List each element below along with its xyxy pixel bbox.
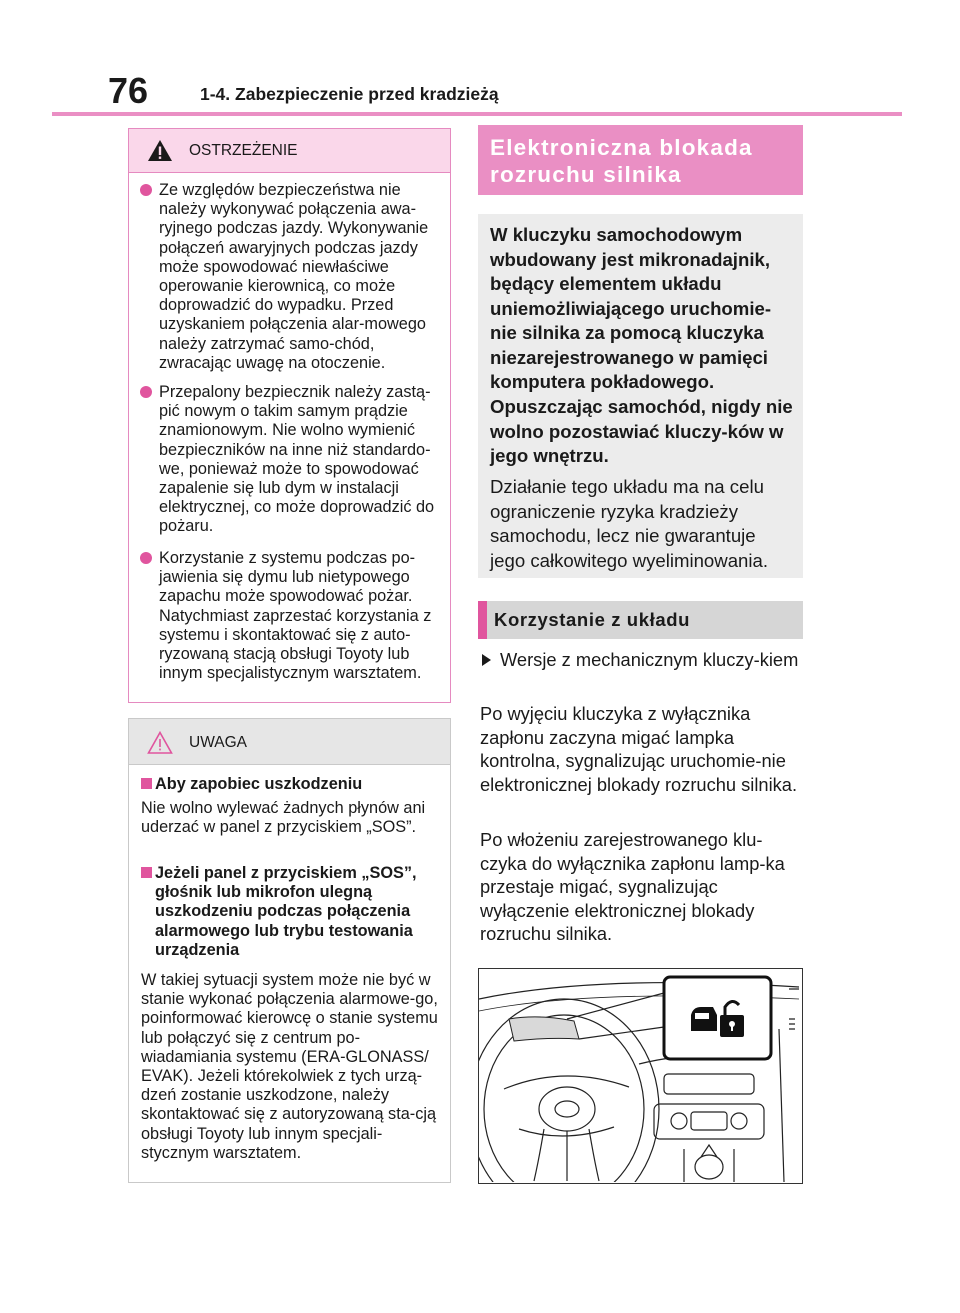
caution-box (128, 718, 451, 1183)
section-title: 1-4. Zabezpieczenie przed kradzieżą (200, 84, 499, 104)
caution-header (129, 719, 450, 765)
caution-text: Nie wolno wylewać żadnych płynów ani uderzać w panel z przyciskiem „SOS”. (141, 799, 426, 837)
bullet-icon (140, 386, 152, 398)
warning-title: OSTRZEŻENIE (189, 142, 298, 159)
warning-triangle-icon (147, 139, 173, 162)
caution-heading: Aby zapobiec uszkodzeniu (141, 775, 447, 794)
dashboard-drawing (479, 969, 801, 1182)
caution-title: UWAGA (189, 734, 247, 751)
caution-triangle-icon (147, 731, 173, 754)
usage-paragraph: Po wyjęciu kluczyka z wyłącznika zapłonu zaczyna migać lampka kontrolna, sygnalizując uruchomie-nie elektronicznej blokady rozruchu silnika. (480, 703, 798, 795)
caution-heading: Jeżeli panel z przyciskiem „SOS”, głośnik lub mikrofon ulegną uszkodzeniu podczas połączenia alarmowego lub trybu testowania urządzenia (141, 864, 447, 960)
warning-item: Ze względów bezpieczeństwa nie należy wykonywać połączenia awa-ryjnego podczas jazdy. Wykonywanie połączeń awaryjnych podczas jazdy może spowodować niewłaściwe operowanie kierownicą, co może doprowadzić do wypadku. Przed uzyskaniem połączenia alar-mowego należy zatrzymać samo-chód, zwracając uwagę na otoczenie. (141, 181, 447, 373)
bullet-icon (140, 184, 152, 196)
arrow-right-icon (482, 654, 491, 666)
square-bullet-icon (141, 867, 152, 878)
usage-paragraph: Po włożeniu zarejestrowanego klu-czyka do wyłącznika zapłonu lamp-ka przestaje migać, sygnalizując wyłączenie elektronicznej blokady rozruchu silnika. (480, 829, 785, 944)
intro-bold-paragraph: W kluczyku samochodowym wbudowany jest mikronadajnik, będący elementem układu uniemożliwiającego uruchomie-nie silnika za pomocą kluczyka niezarejestrowanego w pamięci komputera pokładowego. (490, 224, 772, 392)
subsection-banner (478, 601, 803, 639)
page-number: 76 (108, 70, 149, 111)
bullet-icon (140, 552, 152, 564)
intro-bold-paragraph: Opuszczając samochód, nigdy nie wolno pozostawiać kluczy-ków w jego wnętrzu. (490, 396, 793, 466)
section-banner (478, 125, 803, 195)
header-rule (52, 112, 902, 116)
square-bullet-icon (141, 778, 152, 789)
warning-item: Korzystanie z systemu podczas po-jawienia się dymu lub nietypowego zapachu może spowodować pożar. Natychmiast zaprzestać korzystania z systemu i skontaktować się z auto-ryzowaną stacją obsługi Toyoty lub innym specjalistycznym warsztatem. (141, 549, 447, 683)
warning-box (128, 128, 451, 703)
warning-header (129, 129, 450, 173)
subsection-heading: Korzystanie z układu (494, 609, 691, 630)
caution-text: W takiej sytuacji system może nie być w stanie wykonać połączenia alarmowe-go, poinformować kierowcę o stanie systemu lub połączyć się z centrum po-wiadamiania systemu (ERA-GLONASS/ EVAK). Jeżeli którekolwiek z tych urzą-dzeń zostanie uszkodzone, należy skontaktować się z autoryzowaną sta-cją obsługi Toyoty lub innym specjali-stycznym warsztatem. (141, 971, 438, 1162)
intro-paragraph: Działanie tego układu ma na celu ograniczenie ryzyka kradzieży samochodu, lecz nie gwarantuje jego całkowitego wyeliminowania. (490, 476, 769, 571)
dashboard-illustration (478, 968, 803, 1184)
warning-item: Przepalony bezpiecznik należy zastą-pić nowym o takim samym prądzie znamionowym. Nie wolno wymienić bezpieczników na inne niż standardo-we, ponieważ może to spowodować zapalenie się lub dym w instalacji elektrycznej, co może doprowadzić do pożaru. (141, 383, 447, 537)
section-heading: Elektroniczna blokada rozruchu silnika (490, 135, 753, 187)
subsection-accent-bar (478, 601, 487, 639)
variant-note: Wersje z mechanicznym kluczy-kiem (500, 649, 799, 670)
intro-box (478, 214, 803, 578)
